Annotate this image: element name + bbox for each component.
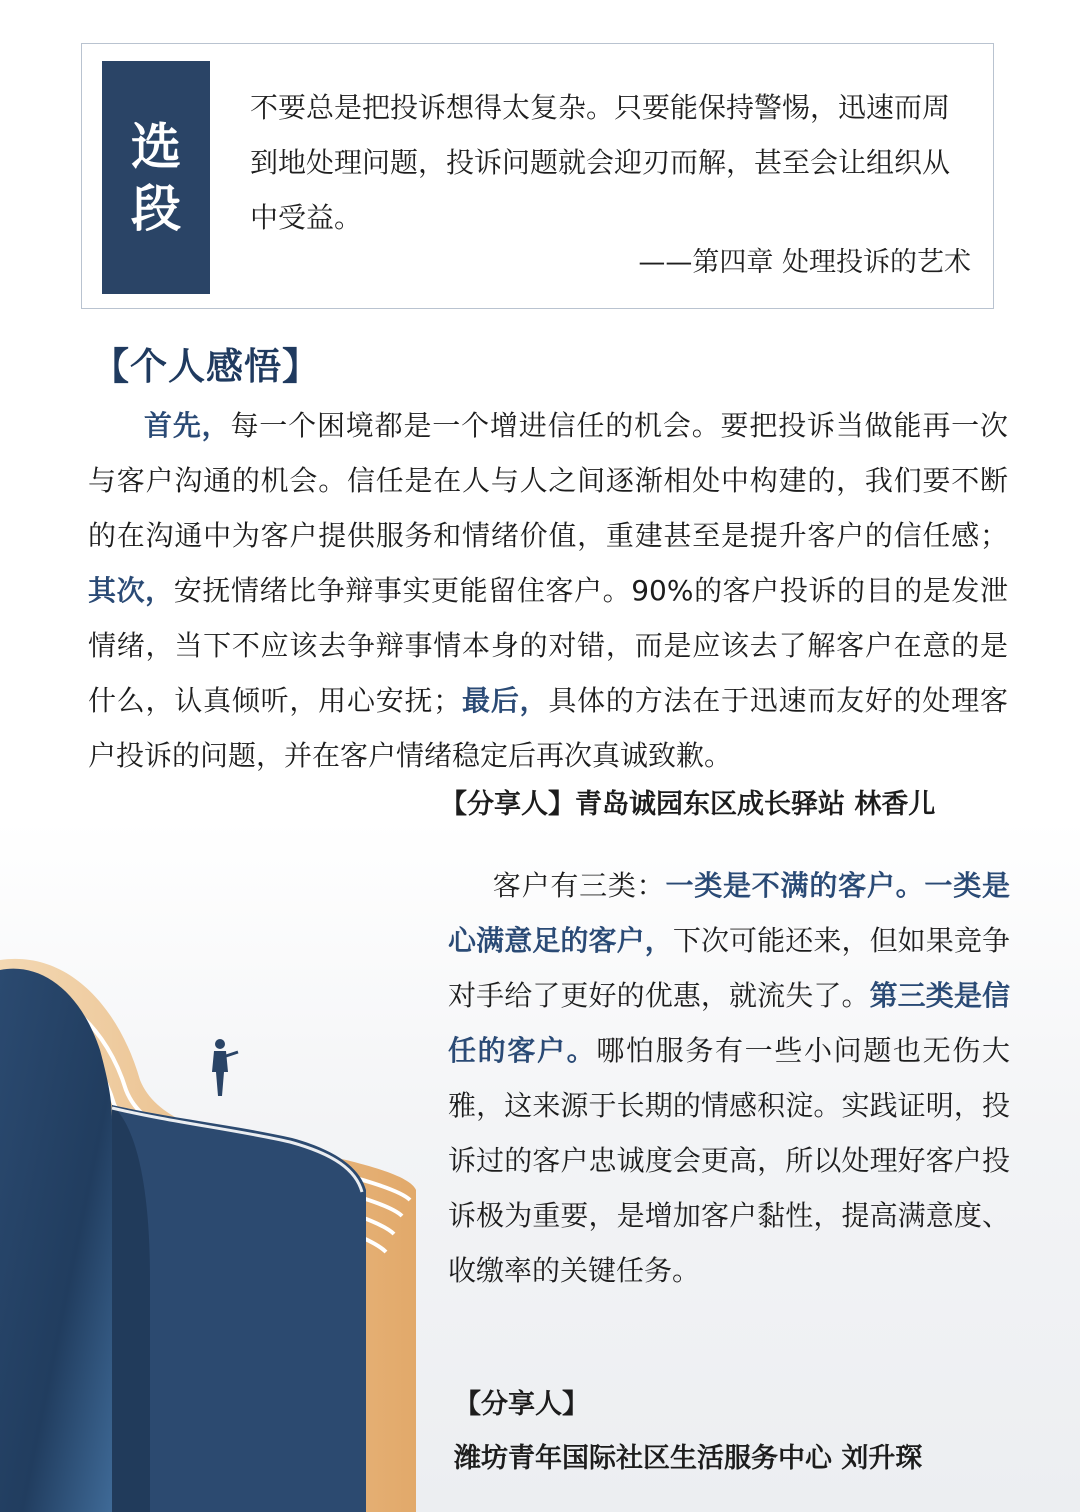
highlight-customer-types: 一类是不满的客户。一类是心满意足的客户， [448, 869, 1010, 957]
quote-text: 不要总是把投诉想得太复杂。只要能保持警惕，迅速而周到地处理问题，投诉问题就会迎刃而解，甚至会让组织从中受益。 [250, 91, 951, 234]
highlight-first: 首先， [144, 409, 231, 442]
reflection-paragraph-2 [448, 858, 1010, 1298]
quote-tag-char-1: 选 [131, 116, 181, 176]
highlight-last: 最后， [461, 684, 549, 717]
book-path-illustration [0, 900, 440, 1512]
para2-text-2: 下次可能还来，但如果竞争对手给了更好的优惠，就流失了。 [448, 924, 1010, 1012]
para1-text-3: 具体的方法在于迅速而友好的处理客户投诉的问题，并在客户情绪稳定后再次真诚致歉。 [88, 684, 1008, 772]
sharer-credit-2: 潍坊青年国际社区生活服务中心 刘升琛 [454, 1443, 923, 1474]
sharer-credit-1: 【分享人】青岛诚园东区成长驿站 林香儿 [440, 789, 936, 820]
para2-text-1: 客户有三类： [492, 869, 666, 902]
navy-book-body [0, 969, 112, 1512]
highlight-trusted-customer: 第三类是信任的客户。 [448, 979, 1010, 1067]
sharer-label-2: 【分享人】 [454, 1389, 589, 1420]
standing-person-icon [212, 1039, 238, 1096]
para1-text-2: 安抚情绪比争辩事实更能留住客户。90%的客户投诉的目的是发泄情绪，当下不应该去争辩事情本身的对错，而是应该去了解客户在意的是什么，认真倾听，用心安抚； [88, 574, 1008, 717]
quote-source: ——第四章 处理投诉的艺术 [638, 247, 971, 278]
navy-book-cover [112, 1105, 366, 1512]
para1-text-1: 每一个困境都是一个增进信任的机会。要把投诉当做能再一次与客户沟通的机会。信任是在人与人之间逐渐相处中构建的，我们要不断的在沟通中为客户提供服务和情绪价值，重建甚至是提升客户的信任感； [88, 409, 1008, 552]
quote-tag-char-2: 段 [131, 178, 181, 238]
para2-text-3: 哪怕服务有一些小问题也无伤大雅，这来源于长期的情感积淀。实践证明，投诉过的客户忠诚度会更高，所以处理好客户投诉极为重要，是增加客户黏性，提高满意度、收缴率的关键任务。 [448, 1034, 1010, 1287]
reflection-paragraph-1 [88, 398, 1008, 783]
section-heading: 【个人感悟】 [92, 345, 320, 388]
highlight-second: 其次， [88, 574, 174, 607]
quote-tag [102, 61, 210, 294]
quote-box [81, 43, 994, 309]
